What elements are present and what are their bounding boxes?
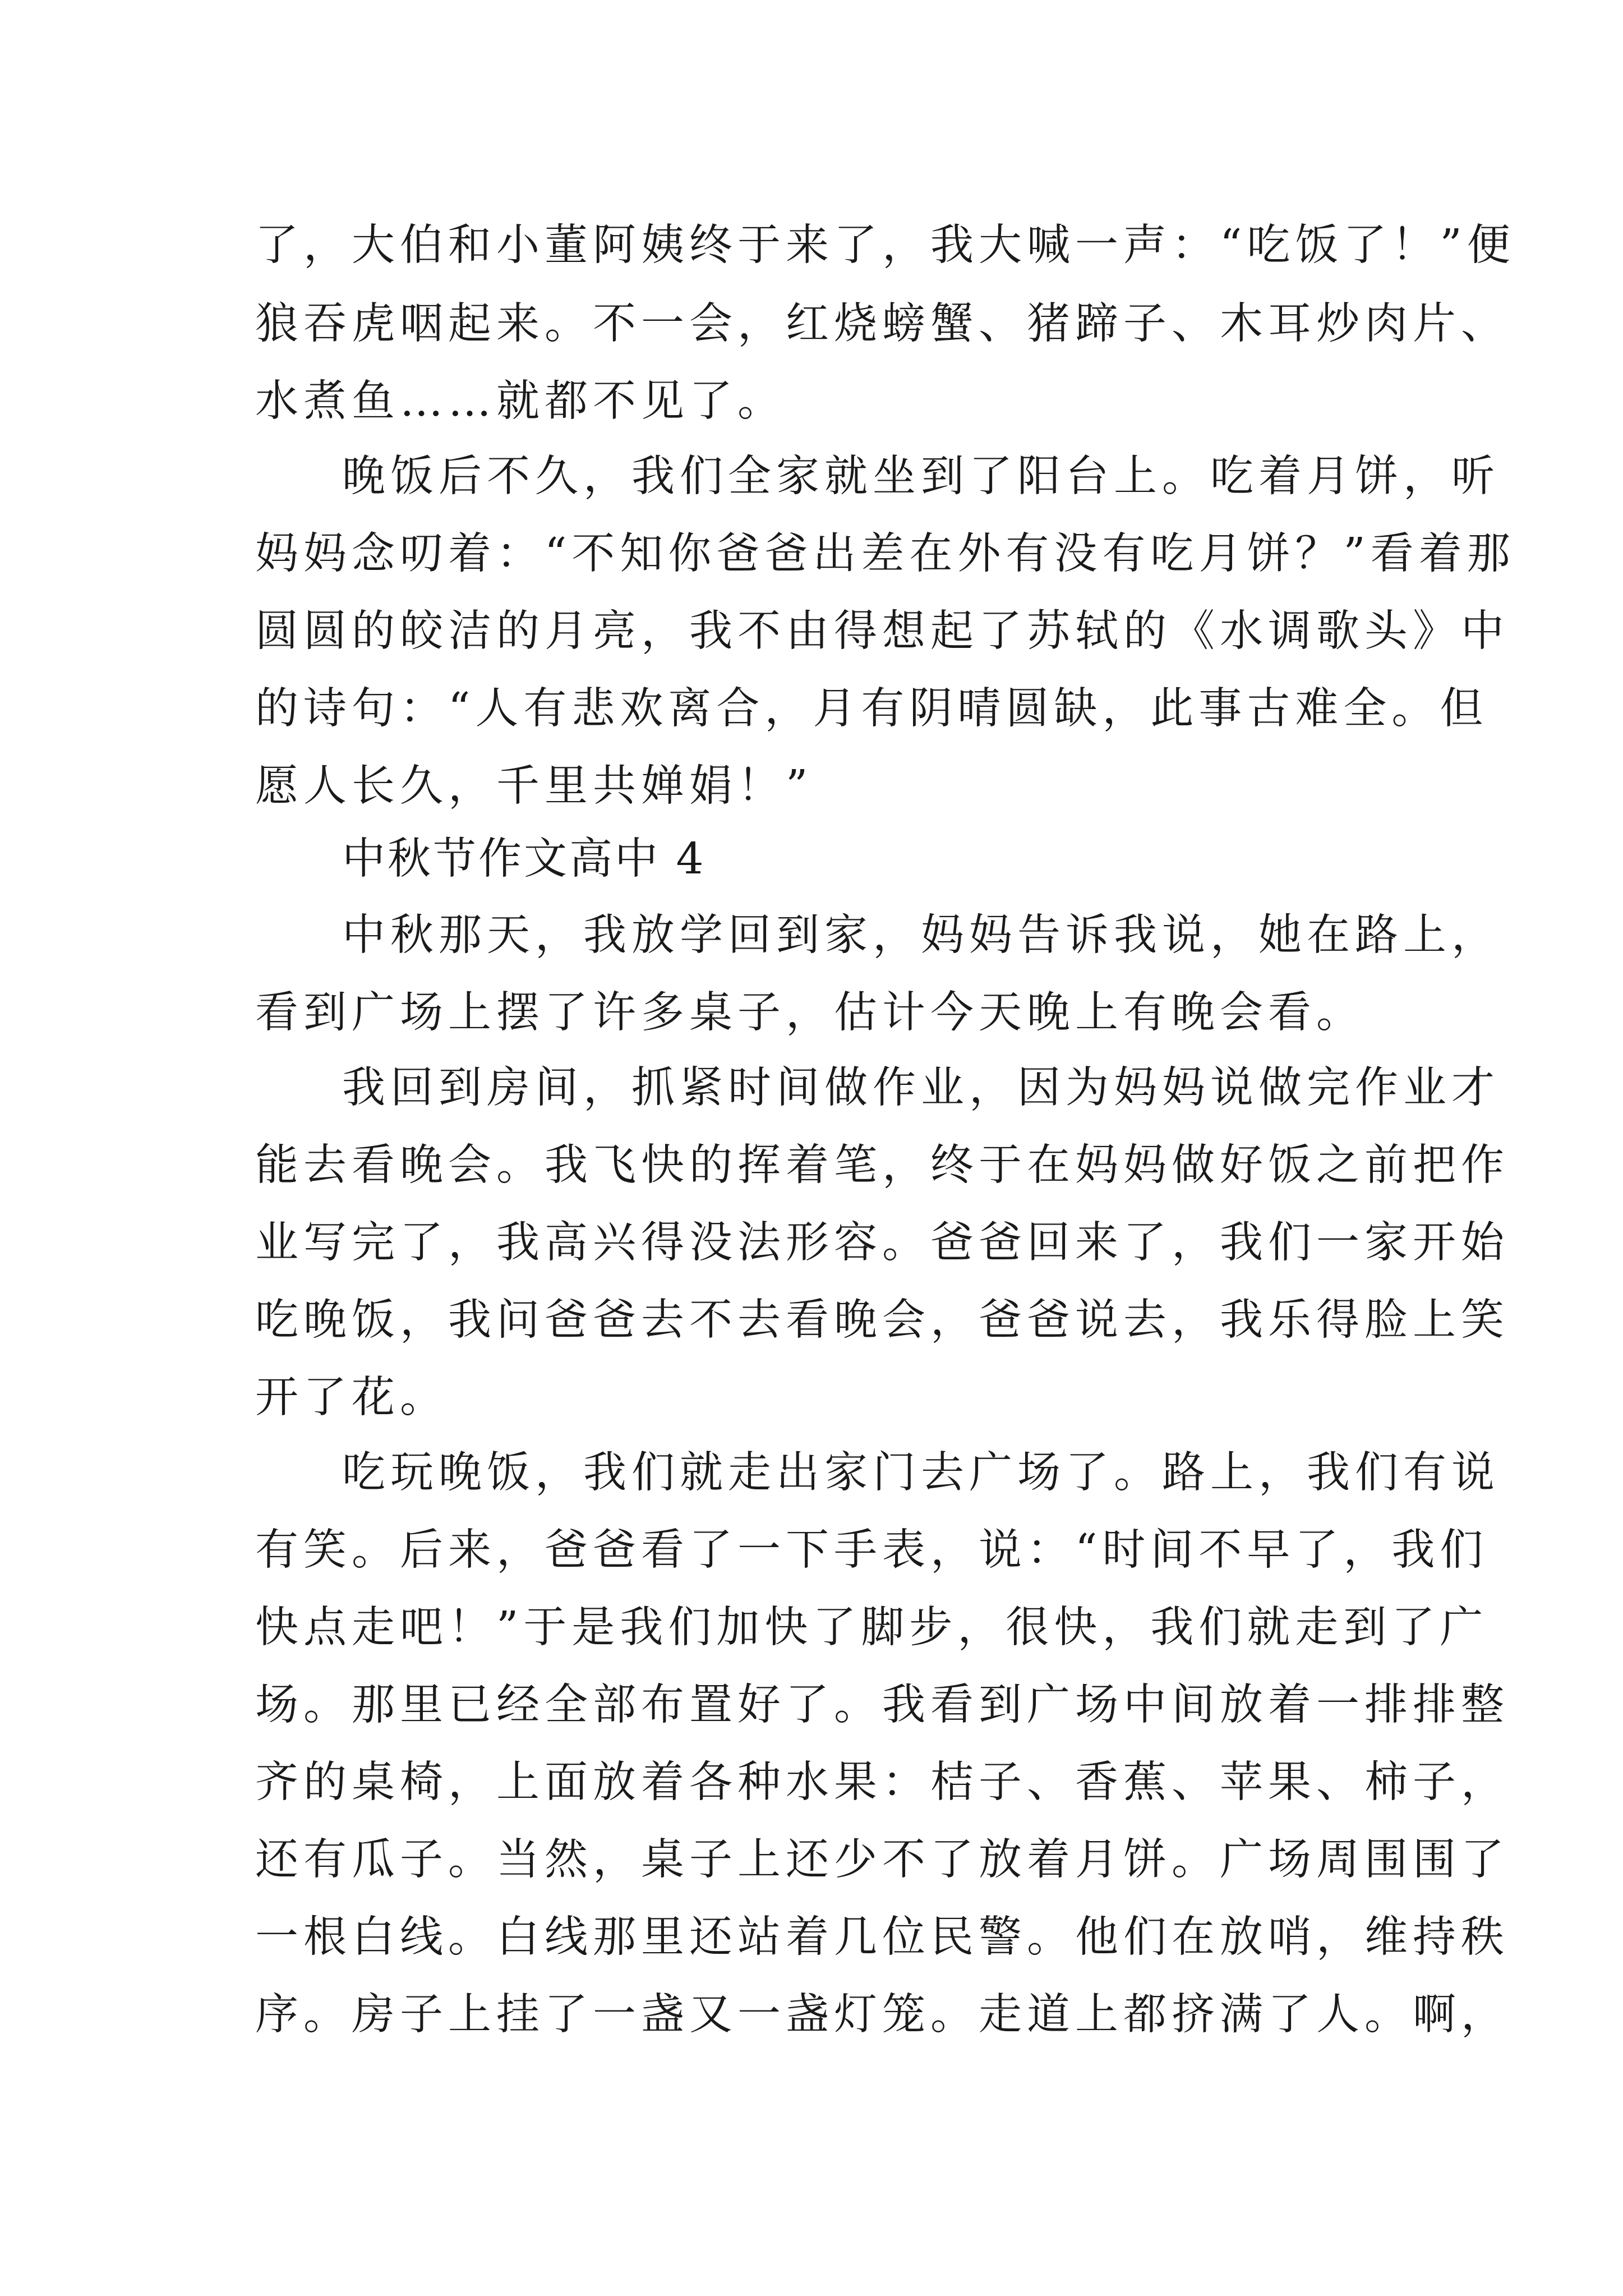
text-line: 序。房子上挂了一盏又一盏灯笼。走道上都挤满了人。啊， (255, 1990, 1509, 2040)
paragraph-first-line: 我回到房间，抓紧时间做作业，因为妈妈说做完作业才 (342, 1063, 1500, 1113)
text-line: 有笑。后来，爸爸看了一下手表，说：“时间不早了，我们 (255, 1525, 1488, 1575)
text-line: 水煮鱼……就都不见了。 (255, 376, 786, 426)
text-line: 愿人长久，千里共婵娟！” (255, 761, 813, 811)
text-line: 吃晚饭，我问爸爸去不去看晚会，爸爸说去，我乐得脸上笑 (255, 1295, 1509, 1345)
paragraph-first-line: 吃玩晚饭，我们就走出家门去广场了。路上，我们有说 (342, 1448, 1500, 1498)
text-line: 看到广场上摆了许多桌子，估计今天晚上有晚会看。 (255, 988, 1364, 1038)
text-line: 的诗句：“人有悲欢离合，月有阴晴圆缺，此事古难全。但 (255, 684, 1488, 734)
text-line: 一根白线。白线那里还站着几位民警。他们在放哨，维持秩 (255, 1912, 1509, 1962)
section-heading: 中秋节作文高中 4 (342, 834, 706, 884)
text-line: 业写完了，我高兴得没法形容。爸爸回来了，我们一家开始 (255, 1218, 1509, 1268)
text-line: 快点走吧！”于是我们加快了脚步，很快，我们就走到了广 (255, 1603, 1488, 1653)
text-line: 狼吞虎咽起来。不一会，红烧螃蟹、猪蹄子、木耳炒肉片、 (255, 299, 1509, 349)
text-line: 了，大伯和小董阿姨终于来了，我大喊一声：“吃饭了！”便 (255, 220, 1515, 270)
text-line: 能去看晚会。我飞快的挥着笔，终于在妈妈做好饭之前把作 (255, 1140, 1509, 1190)
paragraph-first-line: 中秋那天，我放学回到家，妈妈告诉我说，她在路上， (342, 910, 1500, 960)
text-line: 圆圆的皎洁的月亮，我不由得想起了苏轼的《水调歌头》中 (255, 606, 1509, 656)
text-line: 妈妈念叨着：“不知你爸爸出差在外有没有吃月饼？”看着那 (255, 529, 1515, 579)
text-line: 还有瓜子。当然，桌子上还少不了放着月饼。广场周围围了 (255, 1835, 1509, 1885)
text-line: 场。那里已经全部布置好了。我看到广场中间放着一排排整 (255, 1680, 1509, 1730)
text-line: 齐的桌椅，上面放着各种水果：桔子、香蕉、苹果、柿子， (255, 1757, 1509, 1807)
text-line: 开了花。 (255, 1373, 448, 1423)
paragraph-first-line: 晚饭后不久，我们全家就坐到了阳台上。吃着月饼，听 (342, 452, 1500, 501)
